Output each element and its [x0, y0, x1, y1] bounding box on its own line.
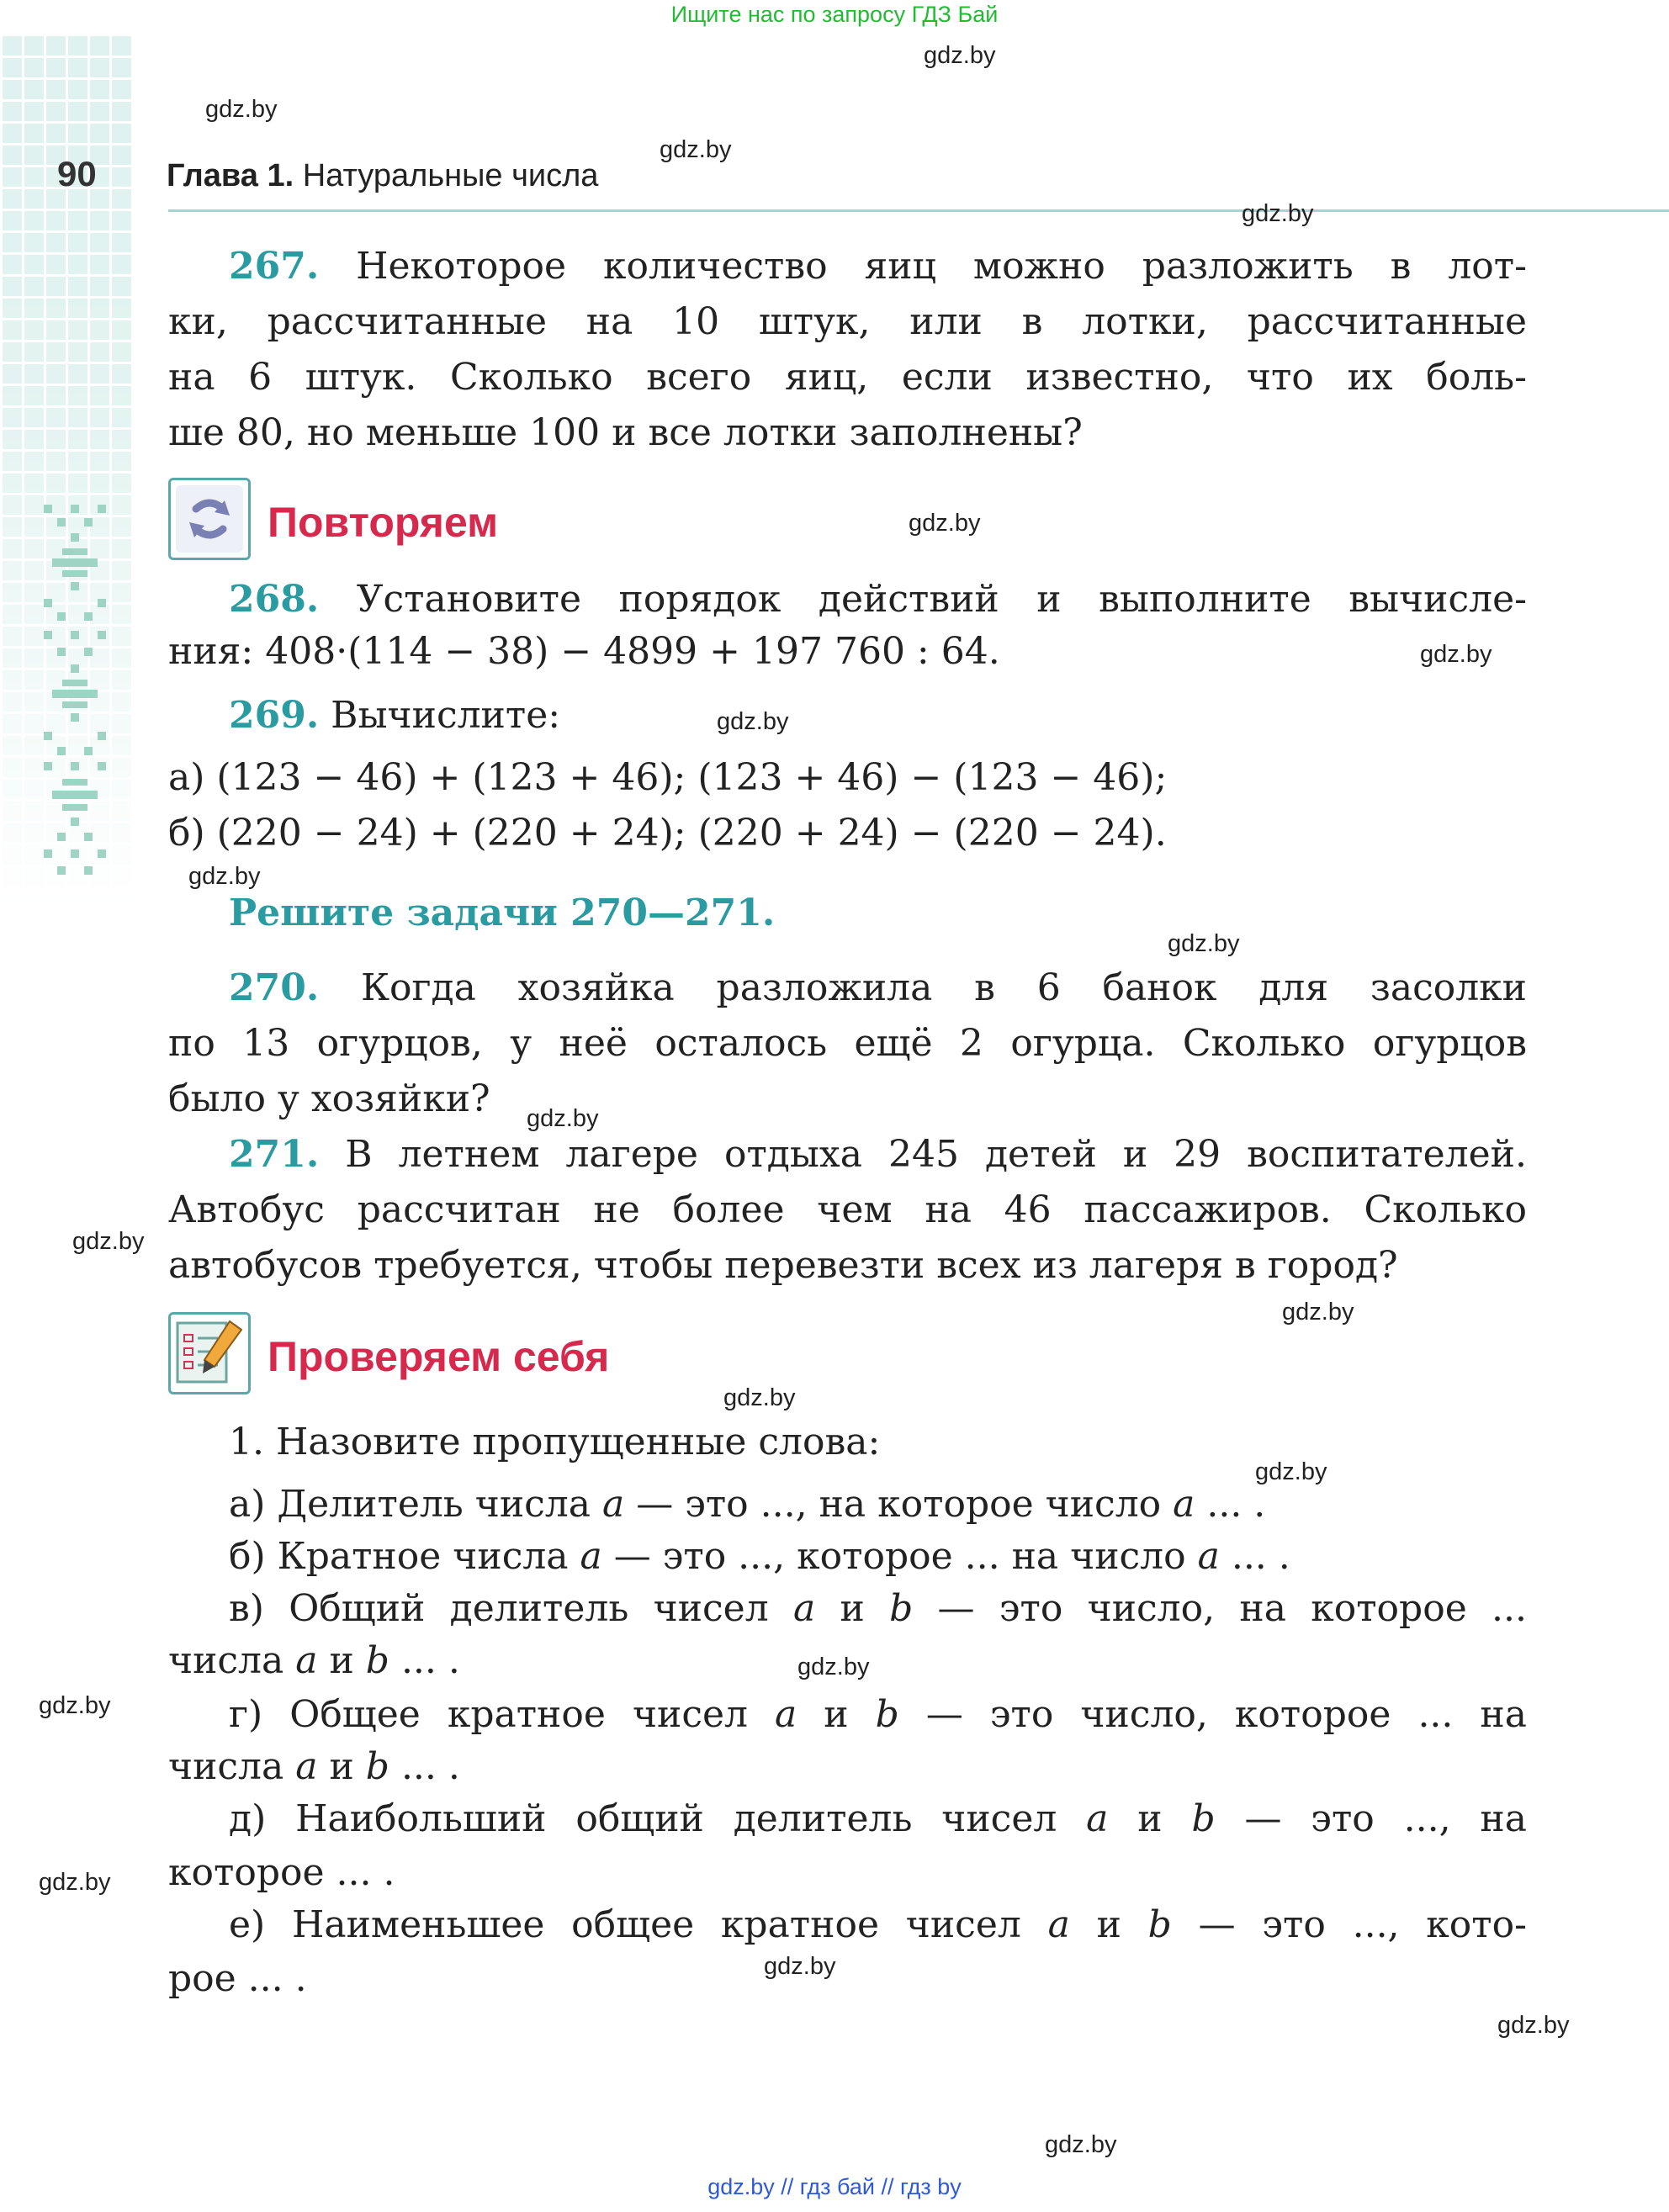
task-271-number: 271.: [229, 1133, 320, 1176]
question-1-item-e-line-1: д) Наибольший общий делитель чисел a и b — это ..., на: [229, 1797, 1527, 1840]
task-268-number: 268.: [229, 578, 320, 621]
page-number: 90: [57, 154, 97, 193]
task-267-line-3: на 6 штук. Сколько всего яиц, если известно, что их боль-: [168, 356, 1527, 399]
header-divider: [168, 209, 1669, 212]
task-270-line-3: было у хозяйки?: [168, 1077, 490, 1120]
watermark: gdz.by: [39, 1869, 111, 1896]
task-267-line-2: ки, рассчитанные на 10 штук, или в лотки, рассчитанные: [168, 300, 1527, 343]
watermark: gdz.by: [188, 863, 261, 890]
question-1-item-d-line-2: числа a и b ... .: [168, 1745, 460, 1788]
task-271-line-1: 271. В летнем лагере отдыха 245 детей и 29 воспитателей.: [229, 1133, 1527, 1176]
task-269-part-a: а) (123 − 46) + (123 + 46); (123 + 46) − (123 − 46);: [168, 756, 1168, 799]
task-267-number: 267.: [229, 245, 320, 288]
question-1-item-d-line-1: г) Общее кратное чисел a и b — это число, которое ... на: [229, 1693, 1527, 1736]
watermark: gdz.by: [924, 42, 996, 69]
watermark: gdz.by: [1242, 200, 1314, 227]
folk-ornament-icon: [44, 505, 106, 892]
watermark: gdz.by: [527, 1105, 599, 1132]
watermark: gdz.by: [1420, 641, 1492, 668]
question-1-item-e-line-2: которое ... .: [168, 1851, 395, 1894]
watermark: gdz.by: [723, 1384, 796, 1411]
bottom-links[interactable]: gdz.by // гдз бай // гдз by: [707, 2174, 962, 2199]
watermark: gdz.by: [1497, 2012, 1570, 2039]
watermark: gdz.by: [717, 708, 789, 735]
watermark: gdz.by: [660, 136, 732, 163]
task-271-line-3: автобусов требуется, чтобы перевезти всех из лагеря в город?: [168, 1244, 1398, 1287]
task-269-number: 269.: [229, 694, 320, 737]
task-268-line-1: 268. Установите порядок действий и выполните вычисле-: [229, 578, 1527, 621]
watermark: gdz.by: [909, 510, 981, 537]
tasks-header: Решите задачи 270—271.: [229, 892, 776, 934]
task-268-line-2: ния: 408·(114 − 38) − 4899 + 197 760 : 64.: [168, 630, 1000, 673]
search-banner[interactable]: Ищите нас по запросу ГДЗ Бай: [670, 2, 999, 27]
watermark: gdz.by: [205, 96, 278, 123]
question-1-item-c-line-2: числа a и b ... .: [168, 1639, 460, 1682]
checklist-pencil-icon: [168, 1312, 251, 1394]
task-267-line-1: 267. Некоторое количество яиц можно разложить в лот-: [229, 245, 1527, 288]
task-271-line-2: Автобус рассчитан не более чем на 46 пассажиров. Сколько: [168, 1188, 1527, 1231]
watermark: gdz.by: [1045, 2131, 1117, 2158]
question-1-item-b: б) Кратное числа a — это ..., которое ... на число a ... .: [229, 1535, 1290, 1578]
watermark: gdz.by: [1255, 1458, 1327, 1485]
question-1-title: 1. Назовите пропущенные слова:: [229, 1421, 881, 1463]
watermark: gdz.by: [1168, 930, 1240, 957]
chapter-label: Глава 1.: [167, 158, 294, 193]
section-repeat-title: Повторяем: [268, 499, 499, 546]
task-267-line-4: ше 80, но меньше 100 и все лотки заполнены?: [168, 411, 1083, 454]
task-269-part-b: б) (220 − 24) + (220 + 24); (220 + 24) − (220 − 24).: [168, 812, 1167, 855]
task-270-line-2: по 13 огурцов, у неё осталось ещё 2 огурца. Сколько огурцов: [168, 1022, 1527, 1065]
question-1-item-f-line-2: рое ... .: [168, 1957, 307, 2000]
task-270-number: 270.: [229, 966, 320, 1009]
section-check-title: Проверяем себя: [268, 1333, 610, 1380]
chapter-title: [167, 158, 598, 194]
repeat-cycle-icon: [168, 478, 251, 560]
watermark: gdz.by: [1282, 1299, 1354, 1326]
watermark: gdz.by: [764, 1953, 836, 1980]
chapter-name: Натуральные числа: [302, 158, 599, 193]
question-1-item-c-line-1: в) Общий делитель чисел a и b — это число, на которое ...: [229, 1587, 1527, 1630]
watermark: gdz.by: [72, 1228, 145, 1255]
task-269-intro: 269. Вычислите:: [229, 694, 561, 737]
question-1-item-a: а) Делитель числа a — это ..., на которое число a ... .: [229, 1483, 1266, 1526]
question-1-item-f-line-1: е) Наименьшее общее кратное чисел a и b — это ..., кото-: [229, 1903, 1527, 1946]
watermark: gdz.by: [797, 1654, 870, 1680]
watermark: gdz.by: [39, 1692, 111, 1719]
task-270-line-1: 270. Когда хозяйка разложила в 6 банок для засолки: [229, 966, 1527, 1009]
